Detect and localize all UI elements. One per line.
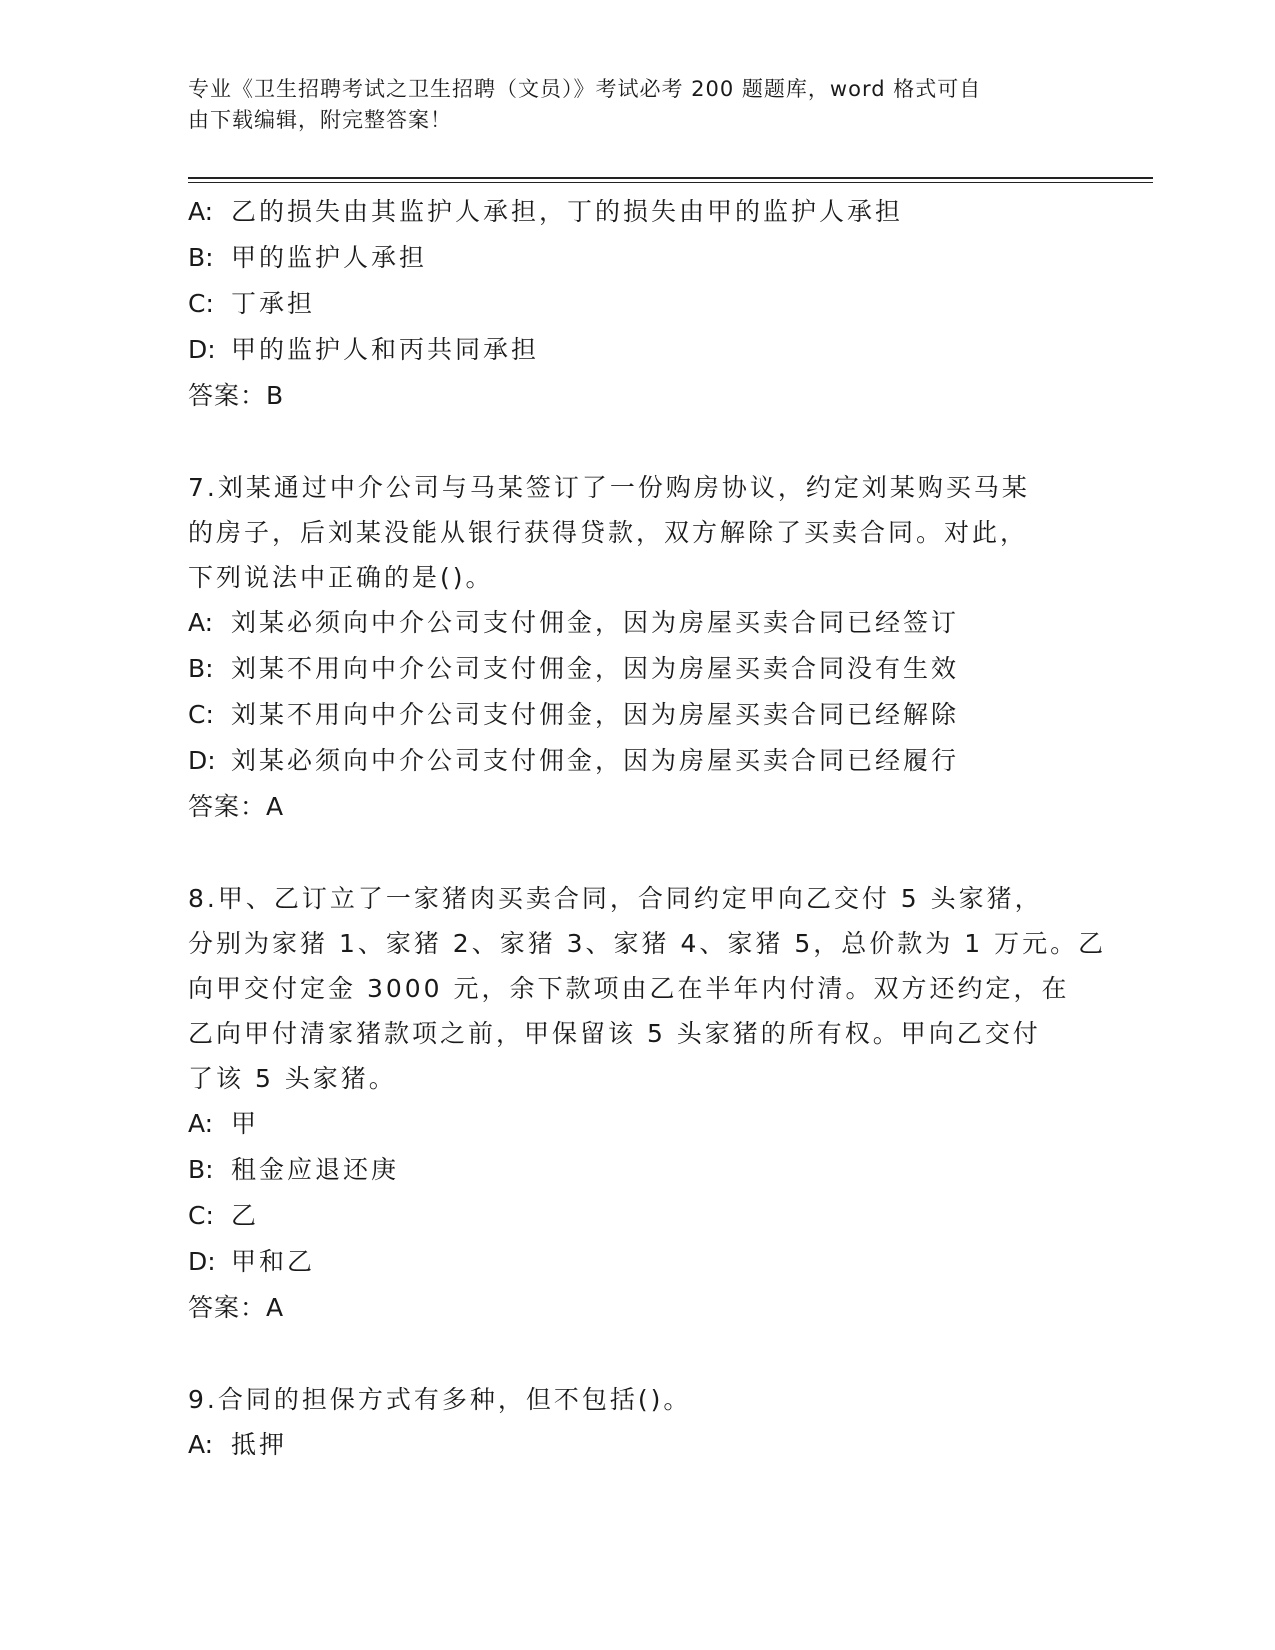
question-stem-line: 向甲交付定金 3000 元，余下款项由乙在半年内付清。双方还约定，在: [188, 974, 1070, 1003]
header-line-2: 由下载编辑，附完整答案！: [188, 108, 452, 132]
header-line-1: 专业《卫生招聘考试之卫生招聘（文员）》考试必考 200 题题库，word 格式可自: [188, 77, 982, 101]
answer: 答案：A: [188, 1293, 285, 1322]
option-c: C: 丁承担: [188, 289, 316, 318]
option-b: B: 甲的监护人承担: [188, 243, 428, 272]
document-header: [188, 74, 1068, 136]
option-c: C: 乙: [188, 1201, 260, 1230]
answer: 答案：B: [188, 381, 285, 410]
header-rule-thick: [188, 177, 1153, 179]
question-stem-line: 分别为家猪 1、家猪 2、家猪 3、家猪 4、家猪 5，总价款为 1 万元。乙: [188, 929, 1107, 958]
question-stem-line: 下列说法中正确的是()。: [188, 563, 494, 592]
option-a: A: 甲: [188, 1109, 260, 1138]
question-stem-line: 8.甲、乙订立了一家猪肉买卖合同，合同约定甲向乙交付 5 头家猪，: [188, 884, 1043, 913]
question-stem-line: 了该 5 头家猪。: [188, 1064, 397, 1093]
question-stem-line: 9.合同的担保方式有多种，但不包括()。: [188, 1385, 692, 1414]
option-d: D: 刘某必须向中介公司支付佣金，因为房屋买卖合同已经履行: [188, 746, 960, 775]
option-b: B: 租金应退还庚: [188, 1155, 400, 1184]
question-content: [188, 189, 1107, 1468]
question-stem-line: 7.刘某通过中介公司与马某签订了一份购房协议，约定刘某购买马某: [188, 473, 1030, 502]
option-a: A: 抵押: [188, 1430, 288, 1459]
option-d: D: 甲和乙: [188, 1247, 316, 1276]
question-6: [188, 189, 1088, 419]
question-9: [188, 1377, 1088, 1468]
question-7: [188, 465, 1088, 830]
option-d: D: 甲的监护人和丙共同承担: [188, 335, 540, 364]
option-a: A: 乙的损失由其监护人承担，丁的损失由甲的监护人承担: [188, 197, 904, 226]
option-a: A: 刘某必须向中介公司支付佣金，因为房屋买卖合同已经签订: [188, 608, 960, 637]
question-8: [188, 876, 1107, 1331]
answer: 答案：A: [188, 792, 285, 821]
header-rule-thin: [188, 182, 1153, 183]
question-stem-line: 乙向甲付清家猪款项之前，甲保留该 5 头家猪的所有权。甲向乙交付: [188, 1019, 1041, 1048]
option-b: B: 刘某不用向中介公司支付佣金，因为房屋买卖合同没有生效: [188, 654, 960, 683]
option-c: C: 刘某不用向中介公司支付佣金，因为房屋买卖合同已经解除: [188, 700, 960, 729]
question-stem-line: 的房子，后刘某没能从银行获得贷款，双方解除了买卖合同。对此，: [188, 518, 1029, 547]
